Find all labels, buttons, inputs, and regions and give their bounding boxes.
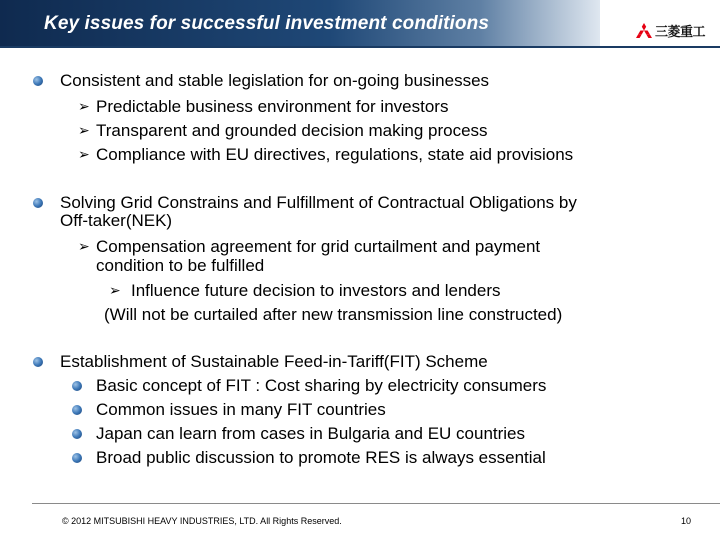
list-item: Japan can learn from cases in Bulgaria and EU countries <box>96 424 526 443</box>
list-item: Predictable business environment for investors <box>96 97 449 116</box>
section-heading: Establishment of Sustainable Feed-in-Tariff(FIT) Scheme <box>60 352 488 371</box>
section-bullet-icon <box>33 198 43 208</box>
item-bullet-icon <box>72 405 82 415</box>
arrow-bullet-icon: ➢ <box>78 147 90 163</box>
sub-list-item: Influence future decision to investors and lenders <box>131 281 501 300</box>
list-item: Common issues in many FIT countries <box>96 400 386 419</box>
slide-header <box>0 0 720 48</box>
arrow-bullet-icon: ➢ <box>109 283 121 299</box>
logo-wordmark: 三菱重工 <box>655 24 706 40</box>
section-heading: Consistent and stable legislation for on-going businesses <box>60 71 490 90</box>
arrow-bullet-icon: ➢ <box>78 99 90 115</box>
page-number: 10 <box>681 516 692 526</box>
arrow-bullet-icon: ➢ <box>78 123 90 139</box>
slide-title: Key issues for successful investment conditions <box>44 13 490 34</box>
sub-list-item-continued: (Will not be curtailed after new transmission line constructed) <box>104 305 563 324</box>
list-item: Broad public discussion to promote RES is always essential <box>96 448 546 467</box>
section-bullet-icon <box>33 76 43 86</box>
three-diamonds-icon <box>636 23 652 38</box>
footer-divider <box>32 503 720 504</box>
list-item: Basic concept of FIT : Cost sharing by electricity consumers <box>96 376 547 395</box>
list-item: Transparent and grounded decision making process <box>96 121 488 140</box>
mitsubishi-logo <box>636 22 705 38</box>
arrow-bullet-icon: ➢ <box>78 239 90 255</box>
copyright-notice: © 2012 MITSUBISHI HEAVY INDUSTRIES, LTD. All Rights Reserved. <box>62 516 342 526</box>
item-bullet-icon <box>72 453 82 463</box>
section-heading: Solving Grid Constrains and Fulfillment of Contractual Obligations by <box>60 193 577 212</box>
header-divider <box>0 46 720 48</box>
section-heading-continued: Off-taker(NEK) <box>60 211 173 230</box>
list-item: Compensation agreement for grid curtailment and payment <box>96 237 541 256</box>
item-bullet-icon <box>72 381 82 391</box>
list-item: Compliance with EU directives, regulations, state aid provisions <box>96 145 574 164</box>
item-bullet-icon <box>72 429 82 439</box>
section-bullet-icon <box>33 357 43 367</box>
list-item-continued: condition to be fulfilled <box>96 256 265 275</box>
